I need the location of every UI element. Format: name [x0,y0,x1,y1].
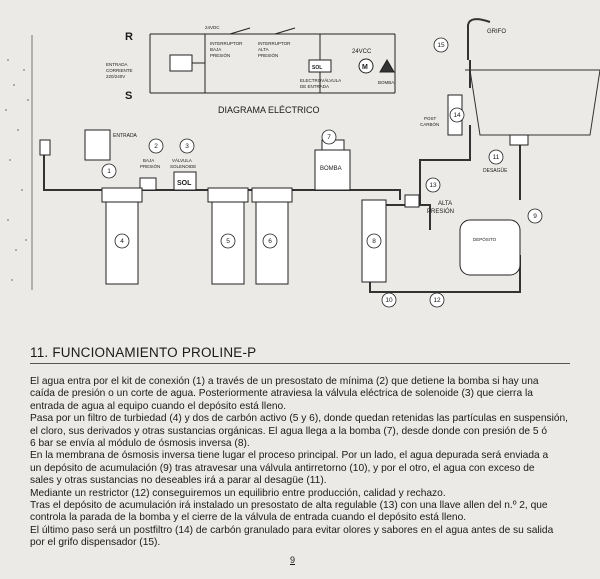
callout-4: 4 [120,238,124,245]
switch-low-2: BAJA [210,47,222,52]
body-line: En la membrana de ósmosis inversa tiene lugar el proceso principal. Por un lado, el agua depurada será enviada a [30,450,549,462]
callout-5: 5 [226,238,230,245]
callout-6: 6 [268,238,272,245]
high-pressure-switch [405,195,419,207]
electric-diagram [150,28,395,93]
drain-pipe [510,135,528,145]
label-grifo: GRIFO [487,29,506,35]
storage-tank [460,220,520,275]
label-sol: SOL [177,180,192,187]
valve-label-2: DE ENTRADA [300,84,330,89]
switch-low-3: PRESIÓN [210,53,231,58]
callout-14: 14 [453,112,461,119]
callout-13: 13 [429,182,437,189]
callout-15: 15 [437,42,445,49]
body-line: entrada de agua al equipo cuando el depósito está lleno. [30,400,287,412]
body-line: Pasa por un filtro de turbiedad (4) y dos de carbón activo (5 y 6), donde quedan retenidas las partículas en suspensión, [30,413,569,425]
label-baja-1: BAJA [143,158,155,163]
inlet-tap [85,130,110,160]
label-deposito: DEPÓSITO [473,237,497,242]
section-body [30,376,575,550]
body-line: caída de presión o un corte de agua. Posteriormente atraviesa la válvula eléctrica de solenoide (3) que cierra la [30,388,533,400]
wall-inlet [40,140,50,155]
motor-m-label: M [362,64,368,71]
body-line: el cloro, sus derivados y otras sustancias orgánicas. El agua llega a la bomba (7), desde donde con presión de 5 ó [30,425,548,437]
electric-pump-label: BOMBA [378,80,395,85]
electric-s-label: S [125,90,133,102]
supply-label-2: CORRIENTE [106,68,133,73]
switch-high-1: INTERRUPTOR [258,41,291,46]
body-line: por el grifo dispensador (15). [30,537,161,549]
callout-1: 1 [107,168,111,175]
callout-12: 12 [433,297,441,304]
label-valvula-2: SOLENOIDE [170,164,197,169]
label-alta-1: ALTA [438,201,453,207]
label-desague: DESAGÜE [483,168,508,174]
label-baja-2: PRESIÓN [140,164,161,169]
body-line: 6 bar se envía al módulo de ósmosis inversa (8). [30,438,250,450]
body-line: Mediante un restrictor (12) conseguiremos un equilibrio entre producción, calidad y rechazo. [30,487,446,499]
label-entrada: ENTRADA [113,133,137,139]
pump [315,140,350,190]
v24dc-label: 24VDC [205,25,220,30]
switch-high-3: PRESIÓN [258,53,279,58]
electric-sol-label: SOL [312,65,323,71]
electric-r-label: R [125,31,133,43]
supply-label-3: 220/240V [106,74,126,79]
body-line: un depósito de acumulación (9) tras atravesar una válvula antirretorno (10), y por el otro, el agua con exceso de [30,462,535,474]
page-number: 9 [290,555,296,565]
body-line: El agua entra por el kit de conexión (1) a través de un presostato de mínima (2) que detiene la bomba si hay una [30,376,539,387]
callout-7: 7 [327,134,331,141]
label-post-2: CARBÓN [420,122,440,127]
callout-10: 10 [385,297,393,304]
callout-8: 8 [372,238,376,245]
switch-high-2: ALTA [258,47,269,52]
callout-2: 2 [154,143,158,150]
label-alta-2: PRESIÓN [427,209,455,215]
callout-3: 3 [185,143,189,150]
body-line: sales y otras sustancias no deseables irá a parar al desagüe (11). [30,475,327,487]
callout-9: 9 [533,213,537,220]
body-line: El último paso será un postfiltro (14) de carbón granulado para evitar olores y sabores en el agua antes de su salida [30,524,554,536]
faucet [468,19,490,60]
label-post-1: POST [424,116,437,121]
label-valvula-1: VÁLVULA [172,158,192,163]
callout-11: 11 [492,154,500,161]
section-header [30,345,570,364]
label-bomba: BOMBA [320,166,342,172]
sink [465,70,600,135]
body-line: Tras el depósito de acumulación irá instalado un presostato de alta regulable (13) con una llave allen del n.º 2, que [30,500,548,512]
section-title: 11. FUNCIONAMIENTO PROLINE-P [30,345,570,364]
wall-texture [5,59,29,281]
body-line: controla la parada de la bomba y el cierre de la válvula de entrada cuando el depósito está lleno. [30,512,467,524]
supply-label-1: ENTRADA [106,62,128,67]
electric-diagram-title: DIAGRAMA ELÉCTRICO [218,105,320,115]
switch-low-1: INTERRUPTOR [210,41,243,46]
valve-label-1: ELECTROVÁLVULA [300,78,342,83]
v24vcc-label: 24VCC [352,49,372,55]
